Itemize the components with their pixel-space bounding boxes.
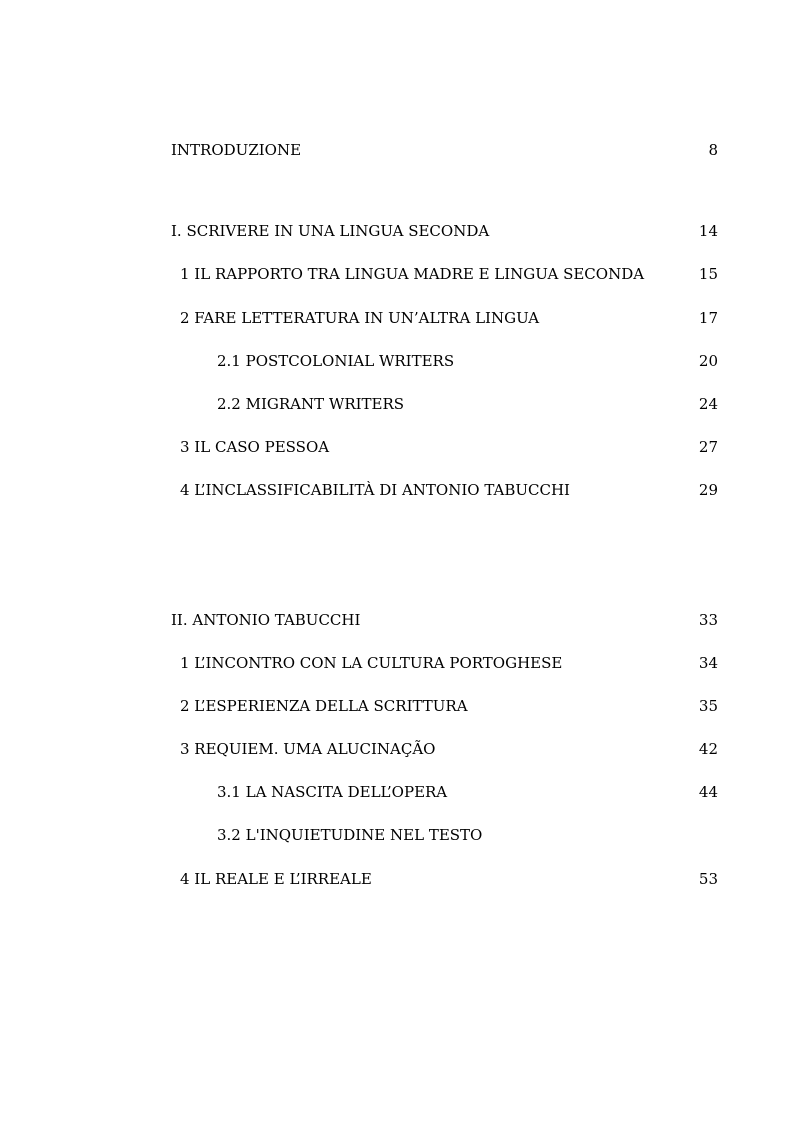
toc-entry-page: 8	[708, 141, 718, 159]
toc-entry-label: II. ANTONIO TABUCCHI	[171, 611, 361, 629]
toc-subsection-1-2-1	[217, 350, 718, 372]
toc-entry-page: 24	[698, 395, 718, 413]
toc-entry-label: 3.2 L'INQUIETUDINE NEL TESTO	[217, 826, 483, 844]
toc-entry-page: 42	[698, 740, 718, 758]
toc-section-2-3	[180, 738, 718, 760]
toc-section-1-4	[180, 479, 718, 501]
toc-entry-page: 27	[698, 438, 718, 456]
toc-subsection-2-3-1	[217, 781, 718, 803]
toc-chapter-2	[171, 609, 718, 631]
toc-entry-page: 34	[698, 654, 718, 672]
toc-section-1-2	[180, 307, 718, 329]
toc-entry-page: 14	[698, 222, 718, 240]
toc-section-1-3	[180, 436, 718, 458]
toc-entry-label: 2.2 MIGRANT WRITERS	[217, 395, 405, 413]
toc-section-2-4	[180, 868, 718, 890]
toc-entry-page: 33	[698, 611, 718, 629]
toc-entry-label: INTRODUZIONE	[171, 141, 302, 159]
toc-entry-label: I. SCRIVERE IN UNA LINGUA SECONDA	[171, 222, 490, 240]
toc-entry-label: 1 L’INCONTRO CON LA CULTURA PORTOGHESE	[180, 654, 563, 672]
toc-entry-introduzione	[171, 139, 718, 161]
toc-entry-page: 29	[698, 481, 718, 499]
toc-entry-label: 2 L’ESPERIENZA DELLA SCRITTURA	[180, 697, 468, 715]
toc-subsection-1-2-2	[217, 393, 718, 415]
toc-entry-label: 3 REQUIEM. UMA ALUCINAÇÃO	[180, 740, 436, 758]
toc-chapter-1	[171, 220, 718, 242]
toc-entry-page: 20	[698, 352, 718, 370]
toc-section-2-1	[180, 652, 718, 674]
toc-entry-label: 3.1 LA NASCITA DELL’OPERA	[217, 783, 448, 801]
toc-section-2-2	[180, 695, 718, 717]
toc-entry-page: 44	[698, 783, 718, 801]
toc-entry-label: 1 IL RAPPORTO TRA LINGUA MADRE E LINGUA SECONDA	[180, 265, 645, 283]
toc-entry-label: 3 IL CASO PESSOA	[180, 438, 330, 456]
toc-entry-label: 4 IL REALE E L’IRREALE	[180, 870, 372, 888]
toc-entry-label: 2.1 POSTCOLONIAL WRITERS	[217, 352, 455, 370]
toc-entry-page: 15	[698, 265, 718, 283]
toc-entry-label: 2 FARE LETTERATURA IN UN’ALTRA LINGUA	[180, 309, 540, 327]
toc-entry-page: 53	[698, 870, 718, 888]
toc-entry-label: 4 L’INCLASSIFICABILITÀ DI ANTONIO TABUCCHI	[180, 481, 570, 499]
toc-subsection-2-3-2	[217, 824, 718, 846]
toc-entry-page: 35	[698, 697, 718, 715]
toc-section-1-1	[180, 263, 718, 285]
toc-entry-page: 17	[698, 309, 718, 327]
